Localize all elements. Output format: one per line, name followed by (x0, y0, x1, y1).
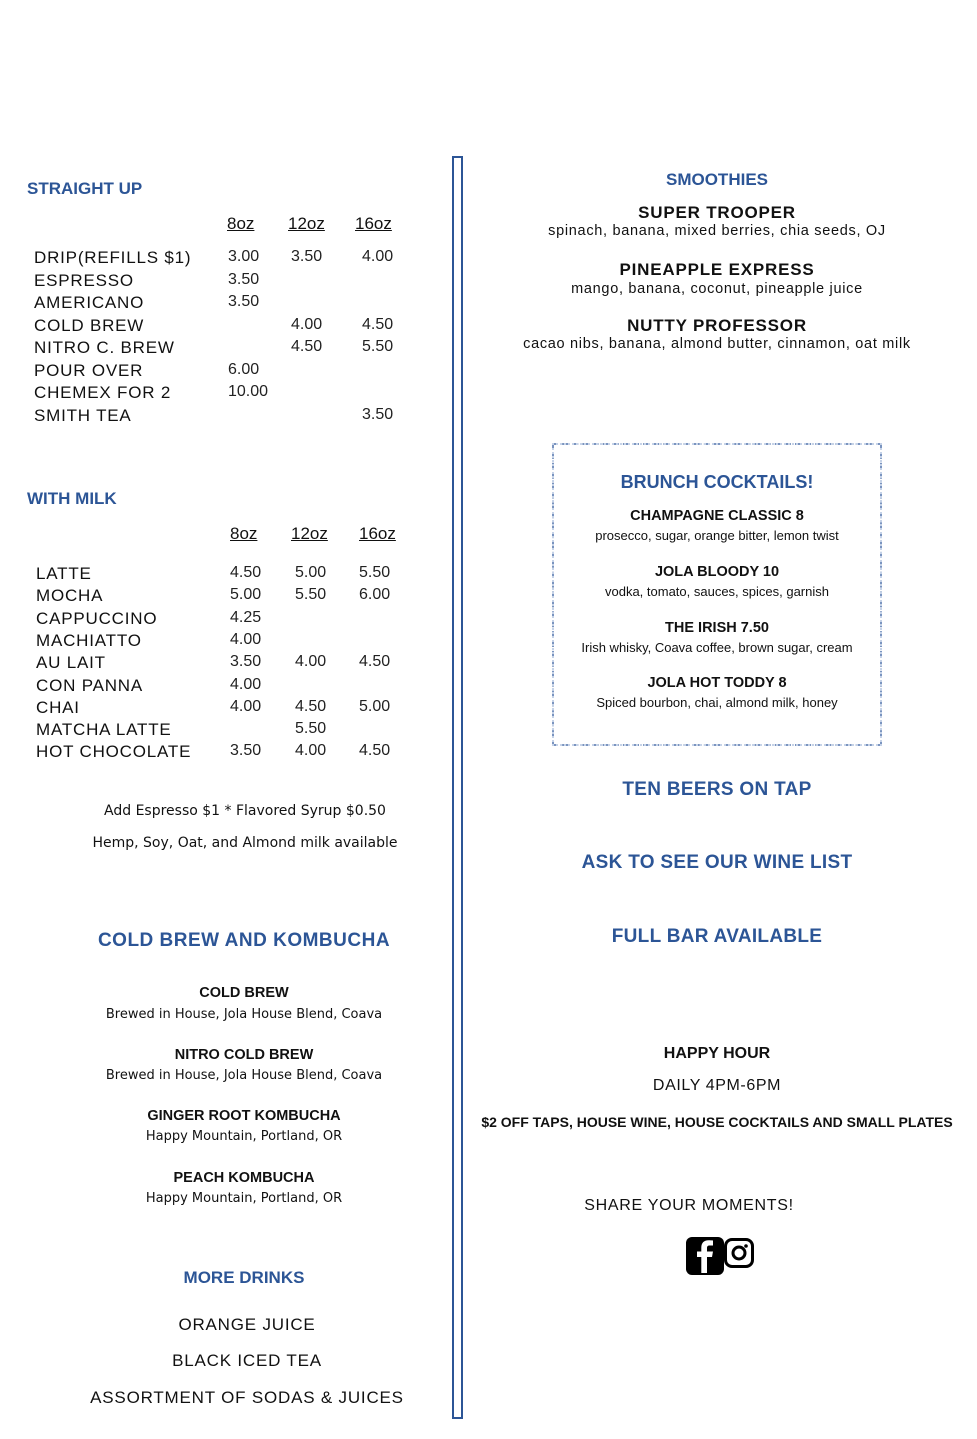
smoothie-name: PINEAPPLE EXPRESS (619, 260, 815, 279)
item-name: AU LAIT (36, 653, 106, 673)
price-16oz: 4.50 (359, 653, 391, 671)
beers-on-tap: TEN BEERS ON TAP (622, 779, 812, 800)
with-milk-price-table (36, 524, 436, 774)
price-12oz: 4.00 (291, 315, 323, 333)
smoothie-name: SUPER TROOPER (638, 203, 796, 222)
price-8oz: 3.50 (230, 653, 262, 671)
smoothie-desc: mango, banana, coconut, pineapple juice (571, 281, 863, 297)
smoothies-heading: SMOOTHIES (665, 170, 768, 189)
price-12oz: 5.50 (295, 720, 327, 738)
column-divider (452, 156, 463, 1419)
item-name: DRIP(REFILLS $1) (34, 248, 192, 267)
cocktail-item (554, 675, 880, 710)
item-name: CON PANNA (36, 675, 144, 695)
cocktail-desc: vodka, tomato, sauces, spices, garnish (604, 584, 829, 599)
price-row (34, 271, 414, 293)
price-12oz: 4.50 (291, 338, 323, 355)
price-12oz: 5.50 (295, 586, 327, 604)
cocktail-name: CHAMPAGNE CLASSIC 8 (630, 508, 804, 524)
price-row (34, 383, 414, 405)
price-16oz: 5.50 (359, 564, 391, 581)
brunch-cocktails-heading: BRUNCH COCKTAILS! (620, 472, 814, 492)
item-name: CAPPUCCINO (36, 608, 158, 628)
kombucha-item-name: COLD BREW (199, 985, 289, 1001)
straight-up-heading: STRAIGHT UP (27, 179, 143, 198)
kombucha-item-desc: Happy Mountain, Portland, OR (145, 1191, 343, 1206)
price-8oz: 3.50 (228, 270, 260, 288)
size-header-12oz: 12oz (288, 214, 325, 233)
price-row (34, 248, 414, 270)
price-12oz: 5.00 (295, 564, 327, 581)
more-drinks-heading: MORE DRINKS (183, 1268, 305, 1287)
size-header-12oz: 12oz (291, 524, 328, 543)
price-12oz: 4.00 (295, 742, 327, 760)
item-name: MOCHA (36, 586, 104, 606)
smoothie-desc: cacao nibs, banana, almond butter, cinnamon, oat milk (523, 336, 911, 352)
cocktail-name: THE IRISH 7.50 (665, 620, 769, 636)
price-8oz: 4.00 (230, 675, 262, 693)
size-header-8oz: 8oz (227, 214, 255, 233)
size-header-16oz: 16oz (359, 524, 396, 543)
price-12oz: 3.50 (291, 248, 323, 265)
add-ons-note: Add Espresso $1 * Flavored Syrup $0.50 (104, 803, 386, 819)
cocktail-item (554, 508, 880, 543)
cold-brew-kombucha-heading: COLD BREW AND KOMBUCHA (97, 930, 391, 951)
happy-hour-time: DAILY 4PM-6PM (652, 1077, 782, 1094)
size-header-8oz: 8oz (230, 524, 258, 543)
kombucha-item-name: NITRO COLD BREW (174, 1047, 314, 1063)
item-name: CHEMEX FOR 2 (34, 383, 172, 402)
item-name: ESPRESSO (34, 270, 134, 290)
with-milk-heading: WITH MILK (27, 489, 117, 508)
cocktail-item (554, 564, 880, 599)
price-8oz: 4.00 (230, 630, 262, 648)
price-row (34, 316, 414, 338)
price-8oz: 3.50 (230, 742, 262, 760)
item-name: NITRO C. BREW (34, 338, 175, 357)
price-row (36, 742, 416, 764)
straight-up-price-table (34, 214, 434, 434)
price-8oz: 4.25 (230, 608, 262, 626)
smoothie-desc: spinach, banana, mixed berries, chia seeds, OJ (548, 223, 886, 239)
happy-hour-deal: $2 OFF TAPS, HOUSE WINE, HOUSE COCKTAILS AND SMALL PLATES (481, 1114, 953, 1130)
cocktail-name: JOLA HOT TODDY 8 (647, 675, 787, 691)
share-moments: SHARE YOUR MOMENTS! (584, 1197, 794, 1214)
cocktail-desc: Irish whisky, Coava coffee, brown sugar, cream (581, 640, 853, 655)
item-name: AMERICANO (34, 293, 145, 312)
price-16oz: 4.50 (362, 315, 394, 333)
kombucha-item-desc: Brewed in House, Jola House Blend, Coava (105, 1007, 383, 1022)
more-drinks-item: ORANGE JUICE (178, 1315, 316, 1334)
price-row (36, 586, 416, 608)
item-name: MATCHA LATTE (36, 720, 172, 740)
price-row (36, 720, 416, 742)
price-8oz: 3.50 (228, 293, 260, 310)
price-row (36, 564, 416, 586)
item-name: SMITH TEA (34, 405, 132, 425)
size-header-16oz: 16oz (355, 214, 392, 233)
item-name: POUR OVER (34, 360, 144, 380)
price-16oz: 4.00 (362, 248, 394, 265)
price-8oz: 4.50 (230, 564, 262, 581)
price-16oz: 4.50 (359, 742, 391, 760)
item-name: COLD BREW (34, 315, 145, 335)
price-row (34, 293, 414, 315)
price-8oz: 10.00 (228, 383, 269, 400)
price-row (34, 406, 414, 428)
kombucha-item-name: PEACH KOMBUCHA (173, 1170, 315, 1186)
cocktail-name: JOLA BLOODY 10 (654, 564, 780, 580)
item-name: HOT CHOCOLATE (36, 742, 192, 762)
price-8oz: 6.00 (228, 360, 260, 378)
price-12oz: 4.50 (295, 697, 327, 715)
price-12oz: 4.00 (295, 653, 327, 671)
price-16oz: 5.50 (362, 338, 394, 355)
price-16oz: 6.00 (359, 586, 391, 604)
price-row (36, 631, 416, 653)
price-row (36, 698, 416, 720)
facebook-icon[interactable] (686, 1237, 724, 1275)
kombucha-item-desc: Brewed in House, Jola House Blend, Coava (105, 1068, 383, 1083)
price-row (36, 676, 416, 698)
cocktail-desc: Spiced bourbon, chai, almond milk, honey (596, 695, 838, 710)
price-16oz: 5.00 (359, 697, 391, 715)
instagram-icon[interactable] (724, 1238, 754, 1268)
smoothie-name: NUTTY PROFESSOR (627, 316, 807, 335)
item-name: LATTE (36, 564, 92, 583)
more-drinks-item: ASSORTMENT OF SODAS & JUICES (90, 1388, 404, 1407)
item-name: CHAI (36, 697, 80, 717)
price-8oz: 3.00 (228, 248, 260, 265)
brunch-cocktails-box (552, 443, 882, 746)
happy-hour-heading: HAPPY HOUR (663, 1045, 771, 1062)
price-row (36, 609, 416, 631)
cocktail-item (554, 620, 880, 655)
milk-options-note: Hemp, Soy, Oat, and Almond milk available (92, 835, 398, 851)
price-row (36, 653, 416, 675)
price-16oz: 3.50 (362, 405, 394, 423)
price-8oz: 5.00 (230, 586, 262, 604)
price-row (34, 361, 414, 383)
more-drinks-item: BLACK ICED TEA (172, 1351, 322, 1370)
price-8oz: 4.00 (230, 697, 262, 715)
cocktail-desc: prosecco, sugar, orange bitter, lemon twist (595, 528, 839, 543)
wine-list-note: ASK TO SEE OUR WINE LIST (581, 852, 853, 873)
price-row (34, 338, 414, 360)
kombucha-item-name: GINGER ROOT KOMBUCHA (147, 1108, 341, 1124)
item-name: MACHIATTO (36, 630, 142, 650)
full-bar-note: FULL BAR AVAILABLE (611, 926, 823, 947)
kombucha-item-desc: Happy Mountain, Portland, OR (145, 1129, 343, 1144)
